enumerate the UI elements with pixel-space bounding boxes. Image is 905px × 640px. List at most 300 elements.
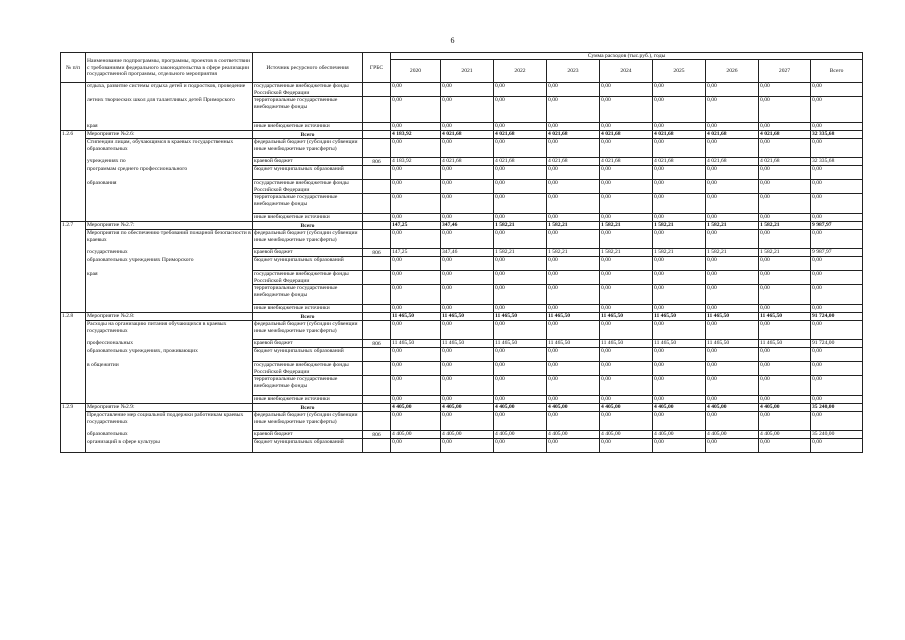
amount-cell: 91 724,00 <box>811 340 863 348</box>
item-name: образовательных учреждениях, проживающих <box>86 348 253 362</box>
amount-cell: 0,00 <box>547 123 600 131</box>
source-label: иные внебюджетные источники <box>253 305 363 313</box>
amount-cell: 1 582,21 <box>706 222 759 230</box>
amount-cell: 0,00 <box>759 230 811 249</box>
source-label: территориальные государственные внебюджетные фонды <box>253 285 363 305</box>
item-name <box>86 285 253 305</box>
amount-cell: 0,00 <box>441 230 494 249</box>
amount-cell: 0,00 <box>759 139 811 158</box>
amount-cell: 0,00 <box>706 194 759 214</box>
amount-cell: 35 240,00 <box>811 404 863 412</box>
grbs-cell <box>363 396 391 404</box>
item-name: образовательных <box>86 431 253 439</box>
row-num <box>61 139 86 158</box>
amount-cell: 0,00 <box>391 180 441 194</box>
amount-cell: 0,00 <box>600 214 653 222</box>
amount-cell: 0,00 <box>547 362 600 376</box>
amount-cell: 0,00 <box>706 362 759 376</box>
source-label: государственные внебюджетные фонды Российской Федерации <box>253 83 363 97</box>
item-name: края <box>86 271 253 285</box>
amount-cell: 0,00 <box>706 285 759 305</box>
amount-cell: 147,25 <box>391 249 441 257</box>
amount-cell: 0,00 <box>653 285 706 305</box>
amount-cell: 4 405,00 <box>759 431 811 439</box>
amount-cell: 0,00 <box>391 362 441 376</box>
amount-cell: 0,00 <box>441 139 494 158</box>
header-row <box>61 53 863 60</box>
row-num <box>61 194 86 214</box>
source-label: федеральный бюджет (субсидии субвенции иные межбюджетные трансферты) <box>253 139 363 158</box>
grbs-cell <box>363 305 391 313</box>
amount-cell: 147,25 <box>391 222 441 230</box>
amount-cell: 0,00 <box>706 412 759 431</box>
amount-cell: 4 021,68 <box>759 158 811 166</box>
amount-cell: 0,00 <box>391 257 441 271</box>
amount-cell: 4 405,00 <box>600 431 653 439</box>
item-name <box>86 396 253 404</box>
item-name: Стипендии лицам, обучающимся в краевых государственных образовательных <box>86 139 253 158</box>
year-2027: 2027 <box>759 60 811 83</box>
amount-cell: 0,00 <box>600 321 653 340</box>
amount-cell: 0,00 <box>547 257 600 271</box>
amount-cell: 0,00 <box>653 180 706 194</box>
amount-cell: 4 405,00 <box>706 404 759 412</box>
amount-cell: 347,46 <box>441 249 494 257</box>
source-label: бюджет муниципальных образований <box>253 166 363 180</box>
amount-cell: 0,00 <box>494 83 547 97</box>
table-row <box>61 431 863 439</box>
amount-cell: 0,00 <box>441 396 494 404</box>
amount-cell: 0,00 <box>391 123 441 131</box>
source-label: федеральный бюджет (субсидии субвенции иные межбюджетные трансферты) <box>253 321 363 340</box>
item-name <box>86 376 253 396</box>
year-2021: 2021 <box>441 60 494 83</box>
amount-cell: 0,00 <box>600 166 653 180</box>
year-total: Всего <box>811 60 863 83</box>
row-num <box>61 439 86 453</box>
amount-cell: 0,00 <box>441 214 494 222</box>
grbs-cell <box>363 362 391 376</box>
amount-cell: 0,00 <box>653 194 706 214</box>
grbs-cell <box>363 180 391 194</box>
source-total: Всего <box>253 222 363 230</box>
grbs-cell <box>363 412 391 431</box>
amount-cell: 0,00 <box>391 285 441 305</box>
source-label: иные внебюджетные источники <box>253 214 363 222</box>
amount-cell: 0,00 <box>706 321 759 340</box>
amount-cell: 11 465,50 <box>600 340 653 348</box>
amount-cell: 0,00 <box>811 271 863 285</box>
header-source: Источник ресурсного обеспечения <box>253 53 363 83</box>
table-row <box>61 305 863 313</box>
amount-cell: 0,00 <box>811 348 863 362</box>
amount-cell: 0,00 <box>547 97 600 123</box>
table-row <box>61 362 863 376</box>
table-row <box>61 412 863 431</box>
row-num <box>61 166 86 180</box>
amount-cell: 4 405,00 <box>441 431 494 439</box>
amount-cell: 4 405,00 <box>600 404 653 412</box>
amount-cell: 11 465,50 <box>391 313 441 321</box>
amount-cell: 0,00 <box>600 412 653 431</box>
amount-cell: 0,00 <box>494 257 547 271</box>
amount-cell: 4 405,00 <box>441 404 494 412</box>
amount-cell: 4 021,68 <box>600 131 653 139</box>
amount-cell: 0,00 <box>391 83 441 97</box>
amount-cell: 0,00 <box>441 321 494 340</box>
amount-cell: 0,00 <box>494 97 547 123</box>
amount-cell: 0,00 <box>600 376 653 396</box>
row-num: 1.2.7 <box>61 222 86 230</box>
amount-cell: 0,00 <box>547 230 600 249</box>
amount-cell: 0,00 <box>600 97 653 123</box>
source-total: Всего <box>253 313 363 321</box>
grbs-cell <box>363 139 391 158</box>
amount-cell: 0,00 <box>706 271 759 285</box>
item-name: летних творческих школ для талантливых детей Приморского <box>86 97 253 123</box>
grbs-cell <box>363 214 391 222</box>
item-name: в общежитии <box>86 362 253 376</box>
amount-cell: 0,00 <box>600 348 653 362</box>
table-row <box>61 83 863 97</box>
header-num: № п/п <box>61 53 86 83</box>
table-row <box>61 313 863 321</box>
amount-cell: 0,00 <box>600 285 653 305</box>
amount-cell: 0,00 <box>706 123 759 131</box>
amount-cell: 1 582,21 <box>494 249 547 257</box>
amount-cell: 0,00 <box>600 180 653 194</box>
amount-cell: 0,00 <box>600 83 653 97</box>
amount-cell: 0,00 <box>391 139 441 158</box>
item-name <box>86 194 253 214</box>
item-name <box>86 214 253 222</box>
amount-cell: 4 021,68 <box>759 131 811 139</box>
table-row <box>61 194 863 214</box>
row-num <box>61 340 86 348</box>
measure-title: Мероприятие №2.6: <box>86 131 253 139</box>
amount-cell: 1 582,21 <box>494 222 547 230</box>
item-name: учреждениях по <box>86 158 253 166</box>
table-row <box>61 271 863 285</box>
amount-cell: 0,00 <box>811 214 863 222</box>
amount-cell: 0,00 <box>494 139 547 158</box>
item-name <box>86 305 253 313</box>
item-name: отдыха, развитие системы отдыха детей и подростков, проведение <box>86 83 253 97</box>
amount-cell: 0,00 <box>600 123 653 131</box>
amount-cell: 0,00 <box>441 83 494 97</box>
source-label: бюджет муниципальных образований <box>253 257 363 271</box>
grbs-cell <box>363 83 391 97</box>
measure-title: Мероприятие №2.8: <box>86 313 253 321</box>
table-row <box>61 348 863 362</box>
amount-cell: 0,00 <box>600 194 653 214</box>
amount-cell: 4 021,68 <box>600 158 653 166</box>
amount-cell: 0,00 <box>441 194 494 214</box>
table-row <box>61 340 863 348</box>
header-grbs: ГРБС <box>363 53 391 83</box>
amount-cell: 4 405,00 <box>653 404 706 412</box>
amount-cell: 1 582,21 <box>653 222 706 230</box>
amount-cell: 0,00 <box>653 83 706 97</box>
row-num <box>61 97 86 123</box>
amount-cell: 0,00 <box>706 348 759 362</box>
amount-cell: 0,00 <box>811 83 863 97</box>
amount-cell: 0,00 <box>759 439 811 453</box>
amount-cell: 0,00 <box>441 412 494 431</box>
item-name: Расходы на организацию питания обучающихся в краевых государственных <box>86 321 253 340</box>
amount-cell: 0,00 <box>653 139 706 158</box>
amount-cell: 0,00 <box>600 305 653 313</box>
amount-cell: 0,00 <box>706 257 759 271</box>
table-row <box>61 131 863 139</box>
amount-cell: 1 582,21 <box>547 249 600 257</box>
amount-cell: 1 582,21 <box>653 249 706 257</box>
table-row <box>61 396 863 404</box>
source-label: иные внебюджетные источники <box>253 123 363 131</box>
amount-cell: 0,00 <box>653 123 706 131</box>
source-label: бюджет муниципальных образований <box>253 439 363 453</box>
amount-cell: 4 405,00 <box>547 431 600 439</box>
amount-cell: 0,00 <box>600 439 653 453</box>
grbs-cell: 806 <box>363 158 391 166</box>
row-num: 1.2.8 <box>61 313 86 321</box>
amount-cell: 0,00 <box>811 439 863 453</box>
amount-cell: 11 465,50 <box>547 313 600 321</box>
amount-cell: 0,00 <box>494 180 547 194</box>
amount-cell: 0,00 <box>811 321 863 340</box>
amount-cell: 0,00 <box>494 166 547 180</box>
amount-cell: 0,00 <box>706 230 759 249</box>
table-row <box>61 222 863 230</box>
amount-cell: 11 465,50 <box>391 340 441 348</box>
amount-cell: 0,00 <box>494 348 547 362</box>
row-num <box>61 348 86 362</box>
amount-cell: 0,00 <box>759 166 811 180</box>
amount-cell: 1 582,21 <box>547 222 600 230</box>
amount-cell: 11 465,50 <box>759 340 811 348</box>
grbs-cell <box>363 321 391 340</box>
grbs-cell <box>363 194 391 214</box>
table-row <box>61 123 863 131</box>
amount-cell: 0,00 <box>441 285 494 305</box>
amount-cell: 0,00 <box>706 139 759 158</box>
amount-cell: 91 724,00 <box>811 313 863 321</box>
amount-cell: 0,00 <box>547 139 600 158</box>
row-num: 1.2.6 <box>61 131 86 139</box>
table-row <box>61 214 863 222</box>
amount-cell: 0,00 <box>547 305 600 313</box>
amount-cell: 0,00 <box>391 166 441 180</box>
amount-cell: 0,00 <box>391 230 441 249</box>
amount-cell: 0,00 <box>391 97 441 123</box>
amount-cell: 0,00 <box>600 396 653 404</box>
source-total: Всего <box>253 131 363 139</box>
row-num <box>61 158 86 166</box>
amount-cell: 0,00 <box>811 305 863 313</box>
source-label: краевой бюджет <box>253 340 363 348</box>
amount-cell: 0,00 <box>811 123 863 131</box>
amount-cell: 4 021,68 <box>706 158 759 166</box>
table-row <box>61 439 863 453</box>
amount-cell: 4 405,00 <box>706 431 759 439</box>
table-row <box>61 249 863 257</box>
grbs-cell <box>363 257 391 271</box>
amount-cell: 0,00 <box>547 396 600 404</box>
amount-cell: 0,00 <box>600 257 653 271</box>
amount-cell: 0,00 <box>494 123 547 131</box>
amount-cell: 0,00 <box>759 194 811 214</box>
amount-cell: 0,00 <box>759 257 811 271</box>
amount-cell: 32 335,68 <box>811 158 863 166</box>
grbs-cell <box>363 97 391 123</box>
row-num <box>61 321 86 340</box>
amount-cell: 0,00 <box>759 214 811 222</box>
amount-cell: 0,00 <box>391 412 441 431</box>
amount-cell: 4 405,00 <box>759 404 811 412</box>
source-label: государственные внебюджетные фонды Российской Федерации <box>253 271 363 285</box>
table-row <box>61 166 863 180</box>
amount-cell: 0,00 <box>441 97 494 123</box>
amount-cell: 0,00 <box>600 362 653 376</box>
amount-cell: 0,00 <box>653 376 706 396</box>
amount-cell: 4 021,68 <box>547 131 600 139</box>
source-label: краевой бюджет <box>253 158 363 166</box>
amount-cell: 11 465,50 <box>600 313 653 321</box>
amount-cell: 0,00 <box>811 285 863 305</box>
source-label: бюджет муниципальных образований <box>253 348 363 362</box>
amount-cell: 0,00 <box>494 396 547 404</box>
grbs-cell <box>363 348 391 362</box>
amount-cell: 0,00 <box>653 412 706 431</box>
amount-cell: 347,46 <box>441 222 494 230</box>
year-2023: 2023 <box>547 60 600 83</box>
amount-cell: 4 405,00 <box>494 431 547 439</box>
amount-cell: 0,00 <box>706 396 759 404</box>
amount-cell: 0,00 <box>653 396 706 404</box>
amount-cell: 1 582,21 <box>759 249 811 257</box>
row-num <box>61 83 86 97</box>
amount-cell: 0,00 <box>391 194 441 214</box>
grbs-cell <box>363 404 391 412</box>
header-sum-title: Сумма расходов (тыс.руб.), годы <box>391 53 863 60</box>
amount-cell: 0,00 <box>653 348 706 362</box>
amount-cell: 0,00 <box>706 180 759 194</box>
grbs-cell: 806 <box>363 249 391 257</box>
measure-title: Мероприятие №2.7: <box>86 222 253 230</box>
row-num <box>61 376 86 396</box>
amount-cell: 0,00 <box>811 230 863 249</box>
item-name: Предоставление мер социальной поддержки работникам краевых государственных <box>86 412 253 431</box>
amount-cell: 11 465,50 <box>759 313 811 321</box>
item-name: профессиональных <box>86 340 253 348</box>
source-label: федеральный бюджет (субсидии субвенции иные межбюджетные трансферты) <box>253 230 363 249</box>
row-num <box>61 249 86 257</box>
amount-cell: 0,00 <box>547 214 600 222</box>
amount-cell: 0,00 <box>441 348 494 362</box>
amount-cell: 4 405,00 <box>391 431 441 439</box>
amount-cell: 0,00 <box>441 271 494 285</box>
amount-cell: 11 465,50 <box>494 340 547 348</box>
amount-cell: 11 465,50 <box>706 340 759 348</box>
amount-cell: 0,00 <box>547 348 600 362</box>
row-num <box>61 305 86 313</box>
table-row <box>61 321 863 340</box>
amount-cell: 0,00 <box>706 166 759 180</box>
amount-cell: 0,00 <box>759 376 811 396</box>
amount-cell: 0,00 <box>494 362 547 376</box>
amount-cell: 0,00 <box>547 376 600 396</box>
header-name: Наименование подпрограммы, программы, проектов в соответствии с требованиями федерального законодательства в сфере реализации государственной программы, отдельного мероприятия <box>86 53 253 83</box>
amount-cell: 0,00 <box>653 214 706 222</box>
amount-cell: 1 582,21 <box>706 249 759 257</box>
page-number: 6 <box>450 36 455 45</box>
amount-cell: 0,00 <box>759 396 811 404</box>
amount-cell: 4 021,68 <box>653 158 706 166</box>
table-row <box>61 97 863 123</box>
amount-cell: 0,00 <box>547 412 600 431</box>
amount-cell: 0,00 <box>494 376 547 396</box>
item-name: государственных <box>86 249 253 257</box>
grbs-cell <box>363 230 391 249</box>
amount-cell: 0,00 <box>706 97 759 123</box>
amount-cell: 0,00 <box>706 214 759 222</box>
row-num <box>61 396 86 404</box>
grbs-cell <box>363 271 391 285</box>
amount-cell: 0,00 <box>547 194 600 214</box>
grbs-cell <box>363 166 391 180</box>
row-num <box>61 362 86 376</box>
row-num <box>61 257 86 271</box>
amount-cell: 0,00 <box>653 271 706 285</box>
amount-cell: 4 021,68 <box>494 131 547 139</box>
amount-cell: 0,00 <box>547 321 600 340</box>
amount-cell: 0,00 <box>391 348 441 362</box>
amount-cell: 35 240,00 <box>811 431 863 439</box>
amount-cell: 0,00 <box>441 123 494 131</box>
amount-cell: 0,00 <box>811 97 863 123</box>
amount-cell: 1 582,21 <box>759 222 811 230</box>
amount-cell: 0,00 <box>547 271 600 285</box>
amount-cell: 0,00 <box>759 97 811 123</box>
amount-cell: 32 335,68 <box>811 131 863 139</box>
amount-cell: 11 465,50 <box>494 313 547 321</box>
table-row <box>61 257 863 271</box>
amount-cell: 0,00 <box>441 305 494 313</box>
source-label: государственные внебюджетные фонды Российской Федерации <box>253 362 363 376</box>
amount-cell: 0,00 <box>811 194 863 214</box>
amount-cell: 0,00 <box>391 439 441 453</box>
amount-cell: 0,00 <box>811 180 863 194</box>
amount-cell: 0,00 <box>653 97 706 123</box>
amount-cell: 4 021,68 <box>706 131 759 139</box>
amount-cell: 0,00 <box>653 230 706 249</box>
source-label: территориальные государственные внебюджетные фонды <box>253 376 363 396</box>
grbs-cell <box>363 313 391 321</box>
row-num <box>61 285 86 305</box>
amount-cell: 0,00 <box>653 362 706 376</box>
amount-cell: 11 465,50 <box>441 340 494 348</box>
amount-cell: 0,00 <box>391 396 441 404</box>
amount-cell: 0,00 <box>494 271 547 285</box>
amount-cell: 0,00 <box>759 123 811 131</box>
amount-cell: 0,00 <box>759 412 811 431</box>
table-row <box>61 285 863 305</box>
amount-cell: 0,00 <box>653 439 706 453</box>
grbs-cell <box>363 376 391 396</box>
amount-cell: 11 465,50 <box>653 313 706 321</box>
amount-cell: 0,00 <box>494 214 547 222</box>
amount-cell: 0,00 <box>759 271 811 285</box>
